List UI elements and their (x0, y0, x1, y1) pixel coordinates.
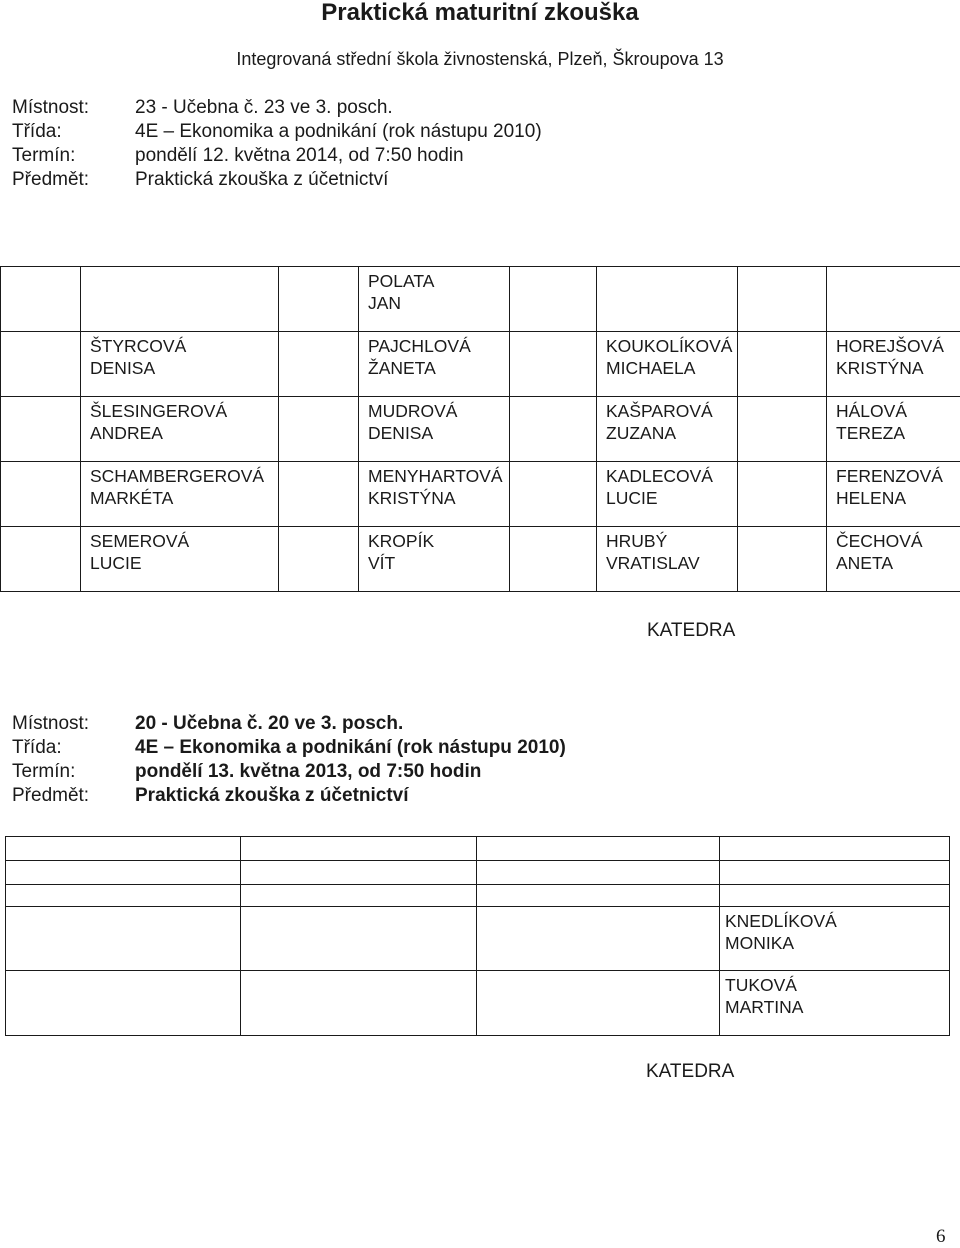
student-firstname: MARKÉTA (90, 487, 278, 509)
seat-cell (1, 462, 81, 527)
student-firstname: KRISTÝNA (368, 487, 509, 509)
seat-cell (477, 861, 720, 885)
seat-cell (241, 971, 477, 1036)
seat-cell (81, 397, 279, 462)
seat-cell (6, 885, 241, 907)
seat-cell (477, 971, 720, 1036)
table-row (1, 332, 960, 397)
seat-cell (81, 332, 279, 397)
date-value: pondělí 13. května 2013, od 7:50 hodin (135, 760, 481, 784)
seat-cell (827, 462, 960, 527)
seat-cell (359, 332, 510, 397)
student-surname: ŠLESINGEROVÁ (90, 400, 278, 422)
seat-cell (827, 332, 960, 397)
student-firstname: MARTINA (725, 996, 949, 1018)
class-value: 4E – Ekonomika a podnikání (rok nástupu 2010) (135, 120, 542, 144)
seat-cell (241, 837, 477, 861)
student-firstname: VÍT (368, 552, 509, 574)
student-firstname: LUCIE (90, 552, 278, 574)
student-firstname: DENISA (90, 357, 278, 379)
student-surname: HÁLOVÁ (836, 400, 960, 422)
seat-cell (279, 527, 359, 592)
seat-cell (1, 332, 81, 397)
student-firstname: MICHAELA (606, 357, 737, 379)
seat-cell (359, 397, 510, 462)
student-surname: SEMEROVÁ (90, 530, 278, 552)
room2-info (12, 712, 566, 808)
seat-cell (720, 907, 950, 971)
student-firstname: MONIKA (725, 932, 949, 954)
seat-cell (738, 267, 827, 332)
seat-cell (738, 332, 827, 397)
table-row (1, 462, 960, 527)
room-value: 23 - Učebna č. 23 ve 3. posch. (135, 96, 393, 120)
seat-cell (738, 462, 827, 527)
student-firstname: LUCIE (606, 487, 737, 509)
room1-info (12, 96, 542, 192)
room-value: 20 - Učebna č. 20 ve 3. posch. (135, 712, 403, 736)
date-label: Termín: (12, 760, 135, 784)
seat-cell (510, 267, 597, 332)
subject-value: Praktická zkouška z účetnictví (135, 168, 388, 192)
student-firstname: DENISA (368, 422, 509, 444)
table-row (6, 971, 950, 1036)
subject-label: Předmět: (12, 784, 135, 808)
student-surname: KNEDLÍKOVÁ (725, 910, 949, 932)
table-row (1, 267, 960, 332)
student-surname: FERENZOVÁ (836, 465, 960, 487)
student-surname: HOREJŠOVÁ (836, 335, 960, 357)
student-surname: POLATA (368, 270, 509, 292)
seat-cell (279, 397, 359, 462)
student-firstname: JAN (368, 292, 509, 314)
seat-cell (359, 267, 510, 332)
seat-cell (6, 837, 241, 861)
student-surname: MUDROVÁ (368, 400, 509, 422)
seat-cell (6, 907, 241, 971)
room1-katedra: KATEDRA (647, 620, 735, 642)
student-firstname: ZUZANA (606, 422, 737, 444)
table-row (6, 885, 950, 907)
seat-cell (827, 397, 960, 462)
student-firstname: VRATISLAV (606, 552, 737, 574)
student-surname: PAJCHLOVÁ (368, 335, 509, 357)
student-surname: SCHAMBERGEROVÁ (90, 465, 278, 487)
seat-cell (6, 971, 241, 1036)
seat-cell (597, 332, 738, 397)
seat-cell (738, 527, 827, 592)
table-row (6, 837, 950, 861)
seat-cell (827, 527, 960, 592)
seat-cell (279, 462, 359, 527)
page-number: 6 (936, 1226, 946, 1248)
seat-cell (510, 462, 597, 527)
seat-cell (477, 885, 720, 907)
room1-seating-table (0, 266, 960, 592)
student-surname: ČECHOVÁ (836, 530, 960, 552)
student-surname: KAŠPAROVÁ (606, 400, 737, 422)
seat-cell (359, 462, 510, 527)
student-surname: MENYHARTOVÁ (368, 465, 509, 487)
seat-cell (241, 861, 477, 885)
seat-cell (510, 527, 597, 592)
seat-cell (597, 462, 738, 527)
date-value: pondělí 12. května 2014, od 7:50 hodin (135, 144, 464, 168)
seat-cell (81, 527, 279, 592)
table-row (6, 907, 950, 971)
seat-cell (510, 397, 597, 462)
student-surname: TUKOVÁ (725, 974, 949, 996)
class-label: Třída: (12, 120, 135, 144)
seat-cell (477, 837, 720, 861)
subject-label: Předmět: (12, 168, 135, 192)
document-title: Praktická maturitní zkouška (0, 0, 960, 26)
seat-cell (279, 267, 359, 332)
seat-cell (827, 267, 960, 332)
seat-cell (241, 907, 477, 971)
seat-cell (81, 267, 279, 332)
seat-cell (241, 885, 477, 907)
room-label: Místnost: (12, 96, 135, 120)
class-label: Třída: (12, 736, 135, 760)
student-firstname: ANDREA (90, 422, 278, 444)
seat-cell (720, 861, 950, 885)
seat-cell (1, 397, 81, 462)
student-firstname: ANETA (836, 552, 960, 574)
seat-cell (279, 332, 359, 397)
room2-katedra: KATEDRA (646, 1061, 734, 1083)
subject-value: Praktická zkouška z účetnictví (135, 784, 409, 808)
student-firstname: HELENA (836, 487, 960, 509)
seat-cell (359, 527, 510, 592)
room2-seating-table (5, 836, 950, 1036)
student-firstname: TEREZA (836, 422, 960, 444)
student-firstname: KRISTÝNA (836, 357, 960, 379)
student-surname: KOUKOLÍKOVÁ (606, 335, 737, 357)
student-surname: KROPÍK (368, 530, 509, 552)
seat-cell (477, 907, 720, 971)
table-row (6, 861, 950, 885)
seat-cell (81, 462, 279, 527)
student-surname: HRUBÝ (606, 530, 737, 552)
student-surname: ŠTYRCOVÁ (90, 335, 278, 357)
room-label: Místnost: (12, 712, 135, 736)
seat-cell (597, 397, 738, 462)
seat-cell (1, 267, 81, 332)
seat-cell (720, 837, 950, 861)
date-label: Termín: (12, 144, 135, 168)
table-row (1, 527, 960, 592)
seat-cell (597, 527, 738, 592)
seat-cell (738, 397, 827, 462)
seat-cell (6, 861, 241, 885)
seat-cell (1, 527, 81, 592)
seat-cell (597, 267, 738, 332)
student-surname: KADLECOVÁ (606, 465, 737, 487)
student-firstname: ŽANETA (368, 357, 509, 379)
seat-cell (720, 971, 950, 1036)
school-name: Integrovaná střední škola živnostenská, Plzeň, Škroupova 13 (0, 48, 960, 70)
table-row (1, 397, 960, 462)
class-value: 4E – Ekonomika a podnikání (rok nástupu 2010) (135, 736, 566, 760)
seat-cell (720, 885, 950, 907)
seat-cell (510, 332, 597, 397)
